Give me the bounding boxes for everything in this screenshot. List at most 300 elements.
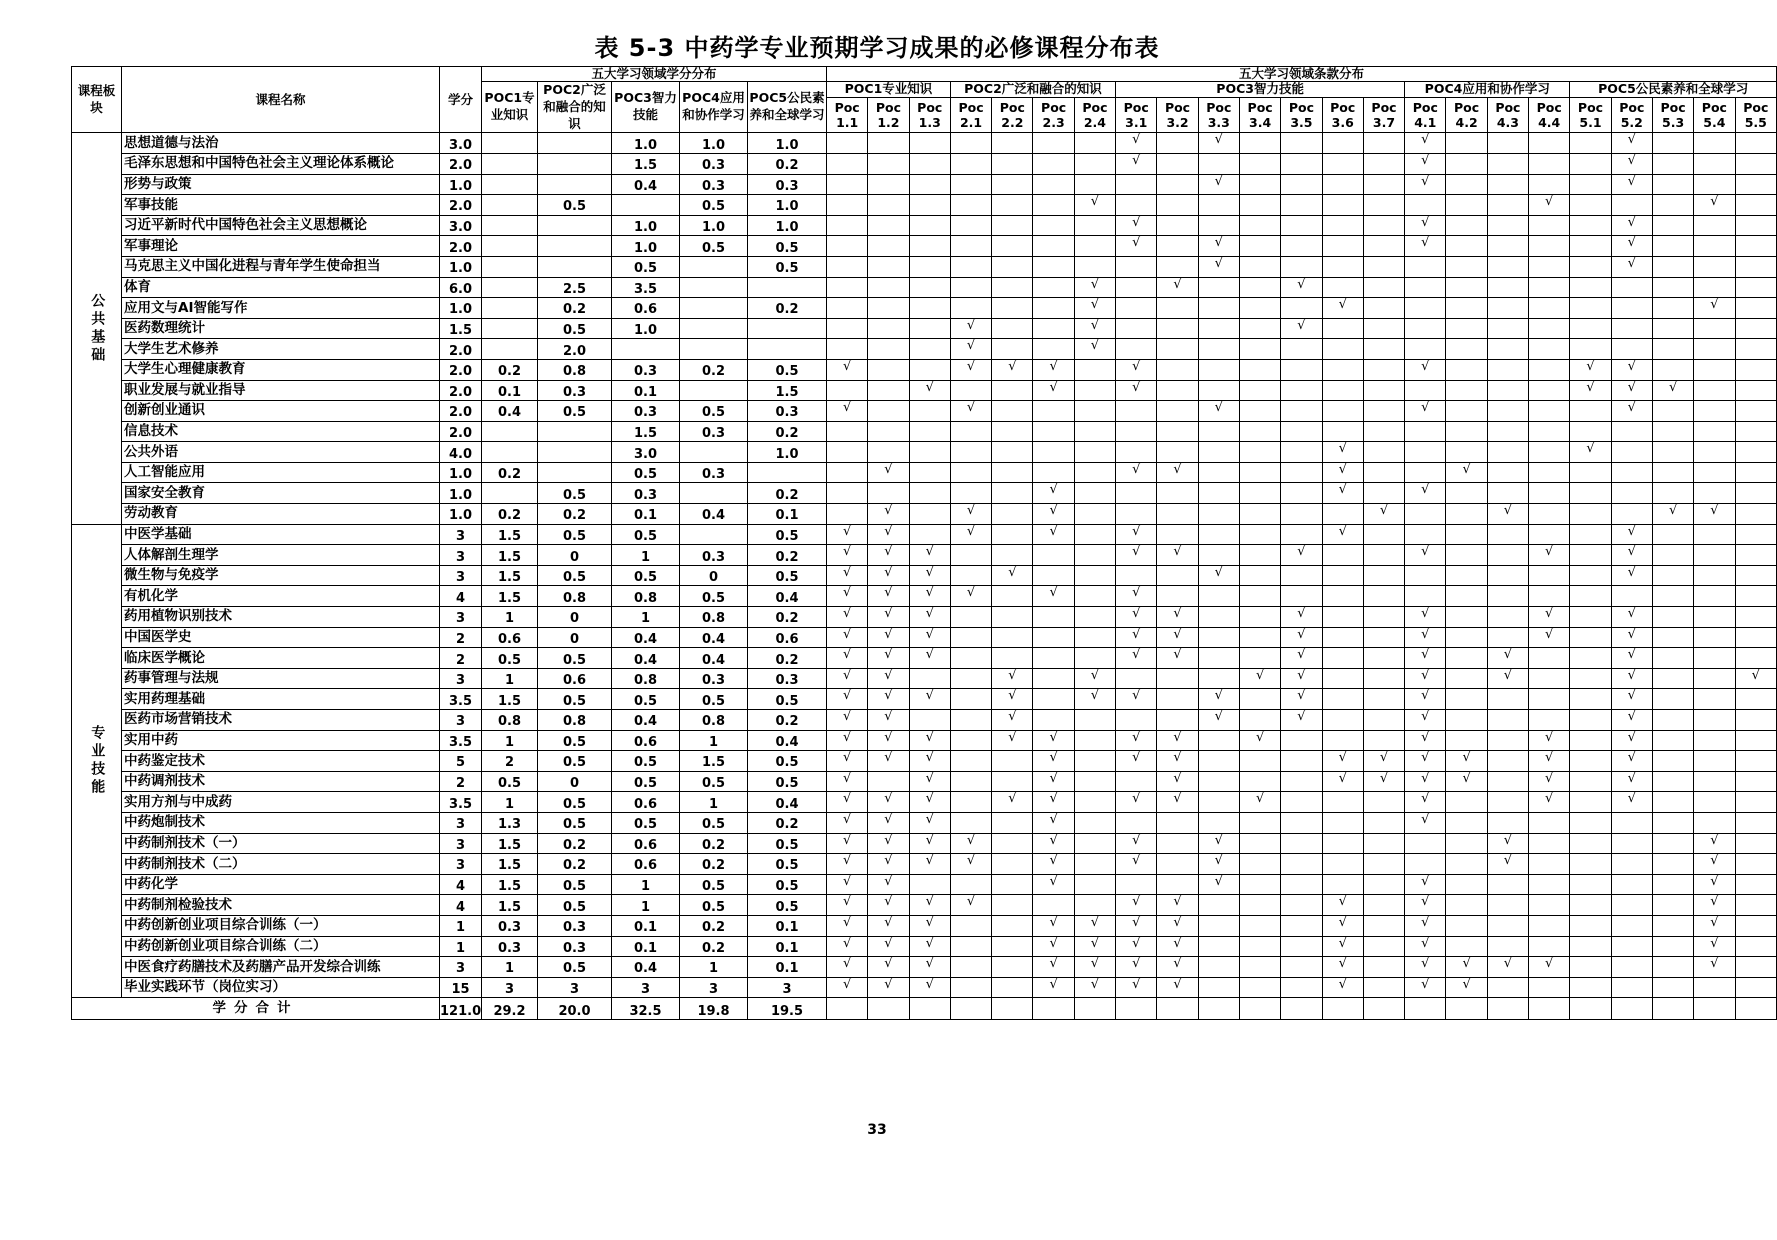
poc-check-cell xyxy=(1281,833,1322,854)
check-mark: √ xyxy=(884,647,893,663)
poc-check-cell xyxy=(1033,915,1074,936)
poc-check-cell xyxy=(1446,730,1487,751)
poc-check-cell xyxy=(909,607,950,628)
poc-check-cell xyxy=(1281,854,1322,875)
check-mark: √ xyxy=(1132,914,1141,930)
check-mark: √ xyxy=(966,585,976,601)
subcol-prefix: Poc xyxy=(1123,99,1149,115)
subcol-number: 4.3 xyxy=(1496,115,1519,131)
poc-credit: 1 xyxy=(680,792,748,813)
poc-check-cell xyxy=(1652,298,1693,319)
poc-credit xyxy=(538,462,612,483)
check-mark: √ xyxy=(966,503,976,519)
poc-check-cell xyxy=(1611,442,1652,463)
poc-check-cell xyxy=(1487,545,1528,566)
poc-check-cell xyxy=(868,133,909,154)
poc-credit xyxy=(482,153,538,174)
poc-check-cell xyxy=(1074,215,1115,236)
subcol-prefix: Poc xyxy=(1247,99,1273,115)
check-mark: √ xyxy=(1132,585,1141,601)
poc-check-cell xyxy=(909,689,950,710)
poc-check-cell xyxy=(909,545,950,566)
poc-check-cell xyxy=(1529,874,1570,895)
poc-check-cell xyxy=(909,751,950,772)
check-mark: √ xyxy=(1214,853,1223,869)
check-mark: √ xyxy=(884,564,893,580)
poc-check-cell xyxy=(1281,215,1322,236)
poc-check-cell xyxy=(992,442,1033,463)
poc-check-cell xyxy=(1735,359,1777,380)
poc-check-cell xyxy=(1694,442,1735,463)
poc-check-cell xyxy=(1074,730,1115,751)
course-credit: 2.0 xyxy=(440,236,482,257)
poc-check-cell xyxy=(1735,401,1777,422)
poc-check-cell xyxy=(868,936,909,957)
poc-check-cell xyxy=(1157,648,1198,669)
poc-credit xyxy=(482,133,538,154)
poc-check-cell xyxy=(1157,874,1198,895)
table-row xyxy=(72,298,1777,319)
check-mark: √ xyxy=(1049,503,1058,519)
poc-check-cell xyxy=(1570,153,1611,174)
poc-check-cell xyxy=(1487,133,1528,154)
subcol-number: 3.6 xyxy=(1331,115,1354,131)
subcol-number: 2.4 xyxy=(1083,115,1106,131)
poc-check-cell xyxy=(992,957,1033,978)
poc-check-cell xyxy=(1322,977,1363,998)
poc-check-cell xyxy=(950,277,991,298)
poc-credit: 0.5 xyxy=(612,462,680,483)
poc-check-cell xyxy=(1529,648,1570,669)
check-mark: √ xyxy=(1173,894,1182,910)
poc-check-cell xyxy=(827,751,868,772)
header-poc-credit-col: POC4应用和协作学习 xyxy=(680,81,748,133)
check-mark: √ xyxy=(1049,914,1058,930)
check-mark: √ xyxy=(1255,791,1265,807)
check-mark: √ xyxy=(1421,791,1430,807)
poc-check-cell xyxy=(992,483,1033,504)
poc-check-cell xyxy=(1694,298,1735,319)
check-mark: √ xyxy=(925,770,934,786)
poc-check-cell xyxy=(827,236,868,257)
poc-check-cell xyxy=(1074,689,1115,710)
header-poc-subcol xyxy=(1239,97,1280,132)
poc-check-cell xyxy=(1487,689,1528,710)
poc-check-cell xyxy=(1529,380,1570,401)
check-mark: √ xyxy=(1090,317,1100,333)
poc-check-cell xyxy=(1529,401,1570,422)
check-mark: √ xyxy=(1132,976,1141,992)
course-name: 大学生艺术修养 xyxy=(122,339,440,360)
check-mark: √ xyxy=(884,461,893,477)
poc-credit: 1.5 xyxy=(748,380,827,401)
poc-check-cell xyxy=(868,339,909,360)
check-mark: √ xyxy=(843,914,852,930)
course-credit: 4 xyxy=(440,874,482,895)
poc-check-cell xyxy=(1487,833,1528,854)
poc-check-cell xyxy=(1198,380,1239,401)
poc-check-cell xyxy=(1735,915,1777,936)
poc-check-cell xyxy=(827,256,868,277)
poc-check-cell xyxy=(1074,936,1115,957)
poc-check-cell xyxy=(1570,359,1611,380)
total-poc-credit: 19.8 xyxy=(680,998,748,1020)
poc-check-cell xyxy=(909,174,950,195)
poc-check-cell xyxy=(1405,957,1446,978)
poc-check-cell xyxy=(1570,771,1611,792)
poc-check-cell xyxy=(1198,689,1239,710)
poc-check-cell xyxy=(1735,545,1777,566)
poc-credit: 0.3 xyxy=(680,153,748,174)
poc-check-cell xyxy=(1735,421,1777,442)
course-credit: 2.0 xyxy=(440,339,482,360)
poc-check-cell xyxy=(1157,792,1198,813)
header-poc-group: POC4应用和协作学习 xyxy=(1405,81,1570,97)
poc-check-cell xyxy=(1446,215,1487,236)
course-name: 创新创业通识 xyxy=(122,401,440,422)
check-mark: √ xyxy=(843,400,852,416)
poc-credit: 0.5 xyxy=(748,359,827,380)
poc-check-cell xyxy=(1652,236,1693,257)
poc-check-cell xyxy=(827,854,868,875)
poc-credit xyxy=(680,483,748,504)
course-credit: 2 xyxy=(440,648,482,669)
poc-check-cell xyxy=(868,401,909,422)
poc-check-cell xyxy=(1363,401,1404,422)
poc-check-cell xyxy=(1570,792,1611,813)
poc-check-cell xyxy=(1652,730,1693,751)
poc-credit: 0.3 xyxy=(538,380,612,401)
check-mark: √ xyxy=(843,688,852,704)
poc-check-cell xyxy=(1529,277,1570,298)
poc-check-cell xyxy=(1116,339,1157,360)
check-mark: √ xyxy=(1049,585,1058,601)
poc-check-cell xyxy=(868,586,909,607)
poc-check-cell xyxy=(1487,277,1528,298)
poc-check-cell xyxy=(1074,812,1115,833)
poc-check-cell xyxy=(1611,380,1652,401)
poc-credit: 1 xyxy=(482,668,538,689)
poc-check-cell xyxy=(1694,874,1735,895)
poc-check-cell xyxy=(1116,442,1157,463)
poc-check-cell xyxy=(1405,133,1446,154)
poc-check-cell xyxy=(1652,359,1693,380)
check-mark: √ xyxy=(1008,791,1017,807)
poc-check-cell xyxy=(1570,668,1611,689)
poc-check-cell xyxy=(1033,401,1074,422)
poc-check-cell xyxy=(1529,812,1570,833)
check-mark: √ xyxy=(1297,317,1306,333)
course-credit: 3 xyxy=(440,524,482,545)
poc-check-cell xyxy=(1405,483,1446,504)
poc-credit: 0.2 xyxy=(680,854,748,875)
subcol-prefix: Poc xyxy=(1495,99,1521,115)
poc-check-cell xyxy=(1157,215,1198,236)
poc-check-cell xyxy=(1694,854,1735,875)
table-row xyxy=(72,607,1777,628)
poc-check-cell xyxy=(1363,421,1404,442)
poc-credit: 0.4 xyxy=(612,957,680,978)
poc-check-cell xyxy=(1652,771,1693,792)
table-row xyxy=(72,256,1777,277)
poc-credit: 1.3 xyxy=(482,812,538,833)
poc-check-cell xyxy=(1446,524,1487,545)
subcol-prefix: Poc xyxy=(999,99,1025,115)
poc-check-cell xyxy=(1322,586,1363,607)
table-row xyxy=(72,792,1777,813)
poc-check-cell xyxy=(1694,359,1735,380)
check-mark: √ xyxy=(1627,667,1636,683)
check-mark: √ xyxy=(925,853,934,869)
poc-check-cell xyxy=(1735,174,1777,195)
poc-credit xyxy=(482,339,538,360)
poc-check-cell xyxy=(1033,236,1074,257)
poc-credit: 0.4 xyxy=(748,586,827,607)
poc-check-cell xyxy=(1405,153,1446,174)
poc-credit xyxy=(482,277,538,298)
poc-credit: 1 xyxy=(482,730,538,751)
poc-check-cell xyxy=(1652,792,1693,813)
poc-check-cell xyxy=(1281,545,1322,566)
check-mark: √ xyxy=(1503,667,1513,683)
poc-check-cell xyxy=(1529,771,1570,792)
poc-check-cell xyxy=(1611,174,1652,195)
poc-check-cell xyxy=(1157,854,1198,875)
poc-check-cell xyxy=(909,524,950,545)
poc-check-cell xyxy=(1116,607,1157,628)
poc-check-cell xyxy=(1116,256,1157,277)
poc-check-cell xyxy=(950,215,991,236)
poc-check-cell xyxy=(827,957,868,978)
poc-check-cell xyxy=(1611,359,1652,380)
poc-check-cell xyxy=(1198,627,1239,648)
poc-credit: 1.0 xyxy=(680,133,748,154)
course-credit: 3 xyxy=(440,545,482,566)
poc-check-cell xyxy=(1239,915,1280,936)
poc-check-cell xyxy=(1570,751,1611,772)
poc-check-cell xyxy=(1735,854,1777,875)
poc-check-cell xyxy=(1281,668,1322,689)
poc-check-cell xyxy=(1116,586,1157,607)
poc-check-cell xyxy=(1116,874,1157,895)
poc-check-cell xyxy=(1446,915,1487,936)
poc-check-cell xyxy=(1529,174,1570,195)
poc-check-cell xyxy=(1611,895,1652,916)
poc-credit: 0.5 xyxy=(748,524,827,545)
poc-check-cell xyxy=(1694,751,1735,772)
poc-check-cell xyxy=(1405,174,1446,195)
poc-check-cell xyxy=(1322,298,1363,319)
module-label: 公共基础 xyxy=(72,133,122,524)
poc-check-cell xyxy=(1570,915,1611,936)
poc-credit: 0.2 xyxy=(748,812,827,833)
poc-check-cell xyxy=(1570,339,1611,360)
subcol-number: 5.5 xyxy=(1744,115,1767,131)
total-empty-cell xyxy=(1322,998,1363,1020)
poc-credit: 0.2 xyxy=(680,359,748,380)
header-poc-subcol xyxy=(1198,97,1239,132)
poc-check-cell xyxy=(1033,174,1074,195)
course-name: 实用中药 xyxy=(122,730,440,751)
course-name: 有机化学 xyxy=(122,586,440,607)
poc-check-cell xyxy=(1033,710,1074,731)
poc-check-cell xyxy=(1652,627,1693,648)
poc-check-cell xyxy=(1198,586,1239,607)
check-mark: √ xyxy=(1710,194,1719,210)
poc-credit: 0.3 xyxy=(680,174,748,195)
check-mark: √ xyxy=(966,853,976,869)
course-name: 公共外语 xyxy=(122,442,440,463)
poc-check-cell xyxy=(1363,462,1404,483)
poc-check-cell xyxy=(1157,751,1198,772)
course-credit: 5 xyxy=(440,751,482,772)
poc-check-cell xyxy=(1116,524,1157,545)
subcol-prefix: Poc xyxy=(1619,99,1645,115)
poc-check-cell xyxy=(1033,195,1074,216)
poc-check-cell xyxy=(909,648,950,669)
poc-check-cell xyxy=(1239,689,1280,710)
poc-check-cell xyxy=(868,215,909,236)
poc-check-cell xyxy=(827,586,868,607)
poc-check-cell xyxy=(950,401,991,422)
poc-credit xyxy=(748,318,827,339)
poc-check-cell xyxy=(1363,854,1404,875)
poc-credit: 0.5 xyxy=(538,957,612,978)
course-name: 中药化学 xyxy=(122,874,440,895)
check-mark: √ xyxy=(1421,709,1430,724)
poc-check-cell xyxy=(1735,277,1777,298)
poc-check-cell xyxy=(1363,977,1404,998)
poc-check-cell xyxy=(1405,421,1446,442)
check-mark: √ xyxy=(1049,523,1058,539)
course-credit: 3 xyxy=(440,833,482,854)
poc-check-cell xyxy=(1281,318,1322,339)
check-mark: √ xyxy=(1338,956,1347,972)
poc-check-cell xyxy=(992,648,1033,669)
poc-check-cell xyxy=(1281,689,1322,710)
table-row xyxy=(72,483,1777,504)
poc-check-cell xyxy=(868,812,909,833)
poc-check-cell xyxy=(1239,977,1280,998)
table-row xyxy=(72,215,1777,236)
total-poc-credit: 20.0 xyxy=(538,998,612,1020)
poc-credit: 0.5 xyxy=(680,401,748,422)
check-mark: √ xyxy=(1462,770,1471,786)
subcol-number: 3.7 xyxy=(1372,115,1396,131)
poc-check-cell xyxy=(1198,277,1239,298)
poc-check-cell xyxy=(1239,936,1280,957)
poc-credit xyxy=(538,215,612,236)
poc-credit: 0.3 xyxy=(538,915,612,936)
poc-check-cell xyxy=(1074,771,1115,792)
poc-check-cell xyxy=(1198,339,1239,360)
poc-check-cell xyxy=(1405,751,1446,772)
check-mark: √ xyxy=(884,585,893,601)
check-mark: √ xyxy=(1008,688,1017,704)
poc-check-cell xyxy=(1281,236,1322,257)
course-credit: 1.0 xyxy=(440,256,482,277)
poc-check-cell xyxy=(1363,833,1404,854)
poc-check-cell xyxy=(1735,256,1777,277)
poc-check-cell xyxy=(909,730,950,751)
poc-check-cell xyxy=(1322,462,1363,483)
poc-check-cell xyxy=(1157,462,1198,483)
poc-check-cell xyxy=(1570,133,1611,154)
header-poc-credit-col: POC1专业知识 xyxy=(482,81,538,133)
poc-check-cell xyxy=(1446,483,1487,504)
poc-credit: 0.4 xyxy=(680,504,748,525)
check-mark: √ xyxy=(884,750,893,766)
poc-check-cell xyxy=(1074,298,1115,319)
poc-credit: 0.3 xyxy=(612,401,680,422)
table-row xyxy=(72,854,1777,875)
poc-check-cell xyxy=(909,277,950,298)
poc-check-cell xyxy=(1694,730,1735,751)
poc-check-cell xyxy=(1735,442,1777,463)
poc-credit: 1.5 xyxy=(482,545,538,566)
poc-credit: 0.4 xyxy=(482,401,538,422)
poc-check-cell xyxy=(1198,957,1239,978)
poc-check-cell xyxy=(1363,627,1404,648)
poc-check-cell xyxy=(1694,833,1735,854)
header-poc-credit-col: POC2广泛和融合的知识 xyxy=(538,81,612,133)
course-name: 信息技术 xyxy=(122,421,440,442)
poc-credit: 0.5 xyxy=(748,771,827,792)
poc-check-cell xyxy=(950,462,991,483)
poc-credit xyxy=(482,483,538,504)
total-empty-cell xyxy=(1652,998,1693,1020)
poc-check-cell xyxy=(1116,977,1157,998)
poc-check-cell xyxy=(827,153,868,174)
poc-check-cell xyxy=(1322,874,1363,895)
total-credit: 121.0 xyxy=(440,998,482,1020)
poc-credit: 0.1 xyxy=(482,380,538,401)
check-mark: √ xyxy=(1297,688,1306,704)
poc-check-cell xyxy=(1487,668,1528,689)
poc-check-cell xyxy=(1735,710,1777,731)
poc-credit: 1.5 xyxy=(612,153,680,174)
check-mark: √ xyxy=(1173,729,1182,745)
poc-credit: 0 xyxy=(538,771,612,792)
header-poc-subcol xyxy=(1694,97,1735,132)
poc-check-cell xyxy=(1157,401,1198,422)
header-poc-group: POC1专业知识 xyxy=(827,81,951,97)
poc-check-cell xyxy=(1116,380,1157,401)
check-mark: √ xyxy=(1297,647,1306,663)
check-mark: √ xyxy=(1545,626,1554,642)
poc-credit: 0.2 xyxy=(680,936,748,957)
check-mark: √ xyxy=(1379,770,1389,786)
check-mark: √ xyxy=(1710,853,1719,869)
header-module: 课程板块 xyxy=(72,67,122,133)
poc-check-cell xyxy=(1074,627,1115,648)
poc-check-cell xyxy=(1033,854,1074,875)
poc-check-cell xyxy=(1652,442,1693,463)
check-mark: √ xyxy=(843,585,852,601)
poc-credit: 0.3 xyxy=(612,359,680,380)
poc-check-cell xyxy=(1363,504,1404,525)
poc-credit xyxy=(680,298,748,319)
poc-check-cell xyxy=(868,915,909,936)
total-empty-cell xyxy=(1611,998,1652,1020)
poc-check-cell xyxy=(1198,565,1239,586)
poc-check-cell xyxy=(1198,730,1239,751)
poc-check-cell xyxy=(1446,689,1487,710)
table-row xyxy=(72,359,1777,380)
check-mark: √ xyxy=(884,976,893,992)
poc-check-cell xyxy=(1033,565,1074,586)
poc-check-cell xyxy=(1652,710,1693,731)
